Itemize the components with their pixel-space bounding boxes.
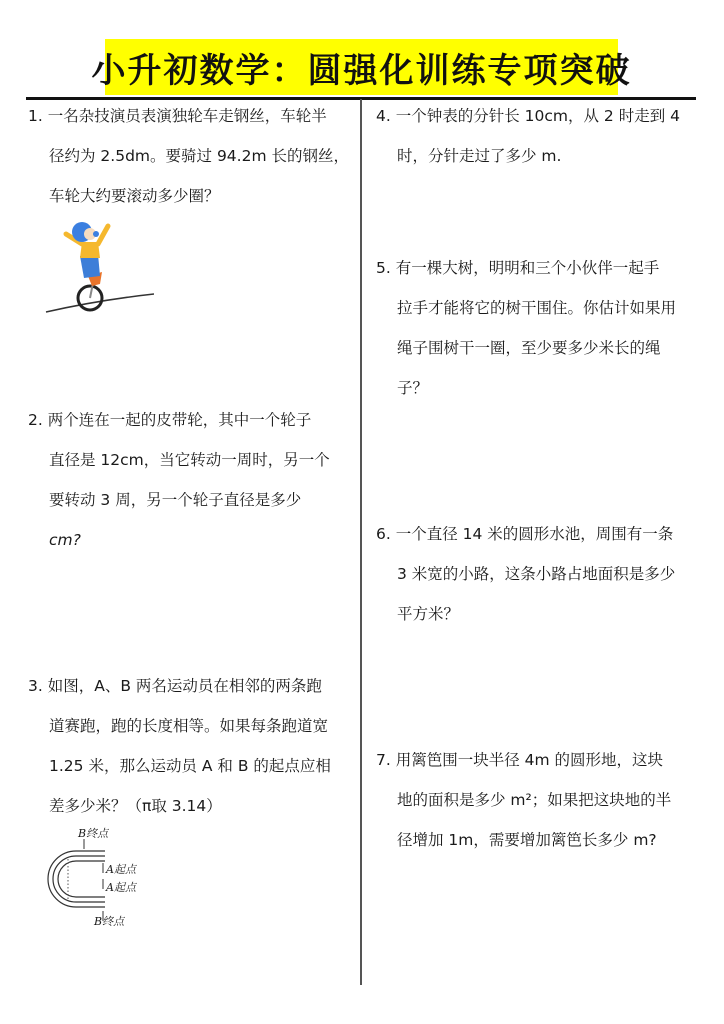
question-line: 直径是 12cm，当它转动一周时，另一个 bbox=[49, 451, 330, 469]
question-line: 5. 有一棵大树，明明和三个小伙伴一起手 bbox=[376, 259, 660, 277]
question-4 bbox=[376, 96, 680, 176]
question-line: 子？ bbox=[397, 379, 429, 397]
question-line: cm? bbox=[49, 531, 81, 549]
diagram-label: B终点 bbox=[94, 915, 125, 928]
question-line: 3 米宽的小路，这条小路占地面积是多少 bbox=[397, 565, 676, 583]
diagram-label: A起点 bbox=[106, 881, 136, 894]
question-7 bbox=[376, 740, 671, 860]
question-line: 时，分针走过了多少 m. bbox=[397, 147, 562, 165]
track-diagram bbox=[40, 825, 170, 930]
question-line: 平方米？ bbox=[397, 605, 460, 623]
question-line: 要转动 3 周，另一个轮子直径是多少 bbox=[49, 491, 302, 509]
question-line: 1. 一名杂技演员表演独轮车走钢丝，车轮半 bbox=[28, 107, 327, 125]
unicycle-clown-icon bbox=[44, 220, 154, 320]
diagram-label: B终点 bbox=[78, 827, 109, 840]
question-line: 绳子围树干一圈，至少要多少米长的绳 bbox=[397, 339, 661, 357]
question-line: 车轮大约要滚动多少圈？ bbox=[49, 187, 220, 205]
question-2 bbox=[28, 400, 330, 560]
question-1 bbox=[28, 96, 349, 216]
question-line: 1.25 米，那么运动员 A 和 B 的起点应相 bbox=[49, 757, 331, 775]
page-title: 小升初数学：圆强化训练专项突破 bbox=[91, 50, 632, 91]
question-line: 地的面积是多少 m²；如果把这块地的半 bbox=[397, 791, 672, 809]
question-6 bbox=[376, 514, 675, 634]
question-line: 3. 如图，A、B 两名运动员在相邻的两条跑 bbox=[28, 677, 322, 695]
question-line: 6. 一个直径 14 米的圆形水池，周围有一条 bbox=[376, 525, 674, 543]
question-line: 径增加 1m，需要增加篱笆长多少 m? bbox=[397, 831, 657, 849]
question-line: 拉手才能将它的树干围住。你估计如果用 bbox=[397, 299, 677, 317]
question-5 bbox=[376, 248, 676, 408]
question-line: 道赛跑，跑的长度相等。如果每条跑道宽 bbox=[49, 717, 329, 735]
question-line: 差多少米？（π取 3.14） bbox=[49, 797, 222, 815]
question-line: 2. 两个连在一起的皮带轮，其中一个轮子 bbox=[28, 411, 312, 429]
question-line: 4. 一个钟表的分针长 10cm，从 2 时走到 4 bbox=[376, 107, 680, 125]
question-line: 径约为 2.5dm。要骑过 94.2m 长的钢丝， bbox=[49, 147, 349, 165]
question-3 bbox=[28, 666, 331, 826]
question-line: 7. 用篱笆围一块半径 4m 的圆形地，这块 bbox=[376, 751, 664, 769]
diagram-label: A起点 bbox=[106, 863, 136, 876]
column-divider bbox=[360, 99, 362, 985]
title-banner bbox=[91, 39, 632, 95]
